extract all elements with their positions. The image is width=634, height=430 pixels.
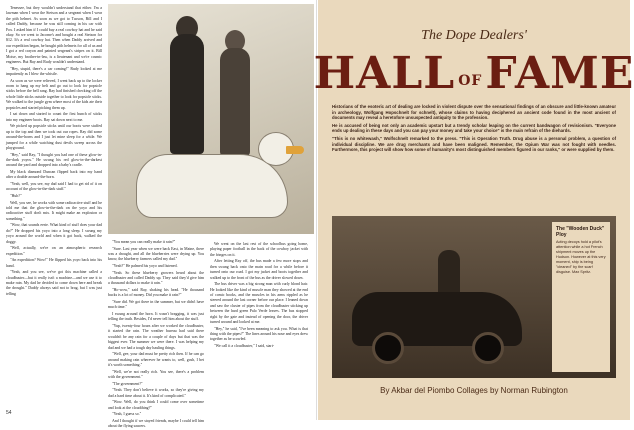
paragraph: "Sure did. We got there in the summer, but we didn't have much time.": [108, 300, 204, 310]
page-number: 54: [6, 410, 12, 416]
paragraph: "You mean you can really make it rain?": [112, 240, 176, 244]
paragraph: As soon as we were relieved, I went back up to the locker room to hang up my belt and go out to look for popsicle sticks before the bell rang. Ray had finished checking off the whole little sticks outside together to look for popsicle sticks. We walked to the jungle gym where most of the kids ate their popsicles and started picking them up.: [6, 78, 102, 110]
photo-caption-box: [552, 222, 610, 372]
paragraph: "Sure. Last year when we were back East, in Maine, there was a drought, and all the blueberries were drying up. You know, the blueberry farmers called my dad.": [108, 246, 204, 262]
figure-body: [170, 34, 204, 154]
title-word-hall: HALL: [313, 48, 456, 99]
title-word-fame: FAME: [485, 48, 634, 99]
duck-bill: [286, 146, 304, 154]
article-title: [313, 46, 634, 99]
collage-photo: [332, 216, 616, 378]
paragraph: "Huh?": [10, 193, 22, 198]
paragraph: We picked up popsicle sticks until our boots were stuffed up to the top and then we took out our ropes. Ray did some around-the-horns and I just let mine sleep for a while. We jumped for a while watching dust devils sweep across the playground.: [6, 124, 102, 150]
paragraph: "Hey," said Ray, "I thought you had one of these glow-in-the-dark yoyos." He swung his red glow-in-the-darkest around the yard and dropped into a baby's cradle.: [6, 152, 102, 168]
intro-paragraph: "This is no whitewash," Wolfschnelt remarked to the press. "This is Operation Truth. Drug abuse is a personal problem, a question of individual discipline. We are drug merchants and have been maligned. Remember, the Opium War was not fought with needles. Furthermore, this project will show how some of humanity's most distinguished members figured in our ranks," or were supplied by them.: [332, 135, 616, 153]
paragraph: I swung around the horn. It wasn't bragging, it was just telling the truth. Besides, I'd never tell him about the stuff.: [108, 312, 204, 322]
paragraph: "Yup, twenty-four hours after we worked the cloudbuster, it started the rain. The weather bureau had said there wouldn't be any rain for a couple of days but that was the biggest ever. The summer we were there. I was helping my dad and we had a tough day hauling things.: [108, 324, 204, 350]
paragraph: "An expedition? Wow!" He flipped his yoyo back into his hand.: [6, 258, 102, 268]
intro-paragraph: He is accused of being not only an academic upstart but a trendy scholar leaping on the current bandwagon of revisionism. "Everyone ends up dealing in these days and you can pay your money and take your choice" is the main refrain of the diehards.: [332, 122, 616, 134]
paragraph: "Wow. Well, do you think I could come over sometime and look at the cloudthing?": [108, 400, 204, 410]
paragraph: "The government?": [112, 381, 143, 386]
paragraph: "Ho-wow," said Ray, shaking his head. "He thousand bucks is a lot of money. Did you make it rain?": [108, 288, 204, 298]
paragraph: "Yeah?" He palmed his yoyo and listened.: [112, 264, 178, 268]
photo-wheel: [472, 332, 504, 364]
article-tagline: The Dope Dealers': [421, 28, 527, 43]
article-column-3: [210, 242, 308, 404]
duck-body: [136, 154, 288, 218]
paragraph: "Hey, stupid, there's a car coming!" Rudy looked at me impatiently as I blew the whistle.: [6, 66, 102, 77]
paragraph: "Wow, that sounds eerie. What kind of stuff does your dad do?" He dropped his yoyo into a long sleep. I swung my yoyo around the world and when it got back, walked the doggy.: [6, 223, 102, 244]
paragraph: "Yeah, well, you see, my dad said I had to get rid of it on account of the glow-in-the-dark stuff.": [6, 181, 102, 192]
article-column-1: [6, 6, 102, 404]
paragraph: We went on the last rest of the schoolbus going home, playing paper football in the back of the cowboy jacket with the fringes on it.: [210, 242, 308, 257]
paragraph: "Yeah. They don't believe it works, so they're giving my dad a hard time about it. It's kind of complicated.": [108, 388, 204, 398]
paragraph: "Well, gee, your dad must be pretty rich then. If he can go around making rain wherever he wants to, well, gosh, I bet it's worth something.": [108, 352, 204, 368]
paragraph: The bus driver was a big strong man with curly blond hair. He looked like the kind of muscle man they showed at the end of comic books, and the muscles in his arms rippled as he steered around the last corner before our place. I leaned down and saw the cluster of pipes from the cloudbuster sticking up between the hard green Palo Verde leaves. The bus stopped right by the gate and instead of opening the door, the driver turned around and looked at me.: [210, 282, 308, 325]
photo-figure: [438, 250, 460, 298]
paragraph: After letting Ray off, the bus made a few more stops and then swung back onto the main road for a while before it turned onto our road. I got my jacket and boots together and walked up to the front of the bus as the driver slowed down.: [210, 259, 308, 280]
paragraph: "Well, we're not really rich. You see, there's a problem with the government.": [108, 369, 204, 380]
paragraph: "Yeah, I guess so.": [112, 412, 142, 417]
paragraph: And I thought if we stayed friends, maybe I could tell him about the flying saucers.: [108, 418, 204, 429]
article-byline: By Akbar del Piombo Collages by Norman Rubington: [380, 386, 568, 395]
paragraph: I sat down and started to count the first bunch of sticks into my engineer boots. Ray sat down next to me.: [6, 112, 102, 122]
photo-wheel: [372, 332, 404, 364]
photo-caption-title: The "Wooden Duck" Ploy: [556, 226, 605, 238]
paragraph: "Hey," he said, "I've been meaning to ask you. What is that thing with the pipes?" The lines around his nose and eyes drew together as he scowled.: [210, 326, 309, 342]
right-page: [313, 0, 634, 420]
paragraph: Tenessee, but they wouldn't understand that either. I'm a lawman when I wear the Stetson and a sergeant when I wear the pith helmet. As soon as we got to Tucson, Bill and I called Daddy, because he was still coming in his car with Fox. I asked him if I could buy a real cowboy hat and he said okay. So we went to Jacome's and bought a real Stetson for $12. It's a real cowboy hat. Then when Daddy arrived and our expedition began, he bought pith helmets for all of us and I got a red crayon and painted sergeant's stripes on it. Bill Moise, my brother-in-law, is a lieutenant and we're cosmic engineers. But Ray and Rudy wouldn't understand.: [6, 6, 102, 65]
paragraph: "Well, actually, we're on an atmospheric research expedition.": [6, 246, 102, 256]
article-intro: [332, 104, 616, 155]
photo-caption-text: Acting decoys hold a pilot's attention while a hot French shipment moves up the Hudson. However at this very moment, ship is being "cleaned" by the scarf disguise. Max Spritz.: [556, 240, 606, 274]
figure-body: [220, 48, 250, 156]
left-page: [0, 0, 317, 429]
paragraph: "Yeah, and you see, we've got this machine called a cloudbuster—but it really isn't a machine—and we use it to make rain. My dad he decided to come down here and break the drought." Daddy always said not to brag, but I was just telling: [6, 270, 102, 296]
article-column-2: [108, 240, 204, 429]
title-word-of: OF: [458, 73, 483, 89]
paragraph: My black diamond Duncan flipped back into my hand after a double around-the-horn.: [6, 169, 102, 180]
illustration-figures: [108, 4, 314, 234]
paragraph: "Yeah. So these blueberry growers heard about the cloudbuster and called Daddy up. They said they'd give him a thousand dollars to make it rain.": [108, 270, 204, 286]
intro-paragraph: Historians of the esoteric art of dealing are locked in violent dispute over the sensational findings of an obscure and little-known amateur in archeology, Wolfgang Hopschnelt for schnelt), whose claims to having deciphered an ancient code found in the most ancient of documents may reveal a heretofore unsuspected antiquity to the profession.: [332, 104, 616, 121]
paragraph: Well, you see, he works with some radioactive stuff and he told me that the glow-in-the-dark on the yoyo and his radioactive stuff don't mix. It might make an explosion or something.": [6, 200, 102, 221]
paragraph: "We call it a cloudbuster," I said, start-: [214, 344, 275, 349]
